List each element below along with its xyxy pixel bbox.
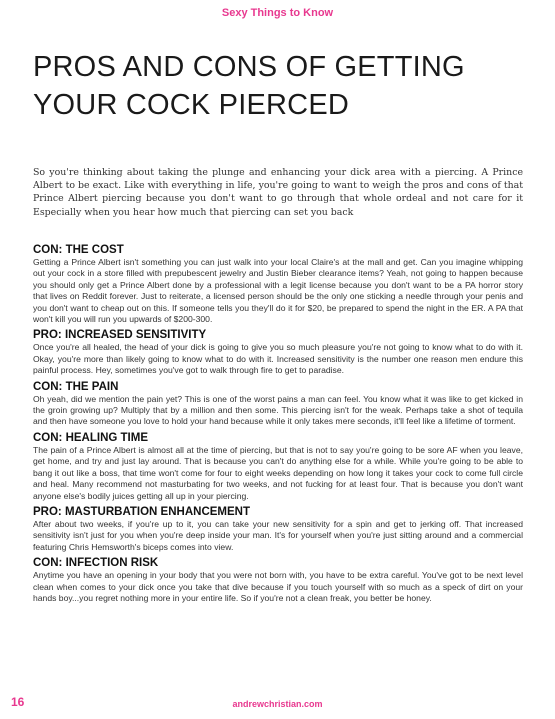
section-pain bbox=[33, 380, 523, 428]
article-title: PROS AND CONS OF GETTING YOUR COCK PIERCED bbox=[33, 51, 465, 121]
section-cost bbox=[33, 243, 523, 325]
section-healing bbox=[33, 431, 523, 502]
page-number: 16 bbox=[11, 695, 25, 709]
section-heading: CON: HEALING TIME bbox=[33, 431, 148, 444]
section-body: After about two weeks, if you're up to it, you can take your new sensitivity for a spin and get to jerking off. That increased sensitivity isn't just for you when you're deep inside your man. It's for yourself when you're just sitting around and a commercial featuring Chris Hemsworth's biceps comes into view. bbox=[33, 518, 523, 552]
running-header: Sexy Things to Know bbox=[221, 7, 334, 19]
section-body: The pain of a Prince Albert is almost all at the time of piercing, but that is not to say you're going to be sore AF when you leave, get home, and try and just lay around. That is because you can't do anything else for a while. While you're going to be able to bang it out like a boss, that time won't come for four to eight weeks depending on how long it takes your cock to come full circle and heal. Many recommend not masturbating for two weeks, and not fucking for at least four. That is because you don't want anyone else's bodily juices getting all up in your piercing. bbox=[33, 444, 523, 501]
section-infection bbox=[33, 556, 523, 604]
footer-url: andrewchristian.com bbox=[232, 699, 323, 709]
section-body: Oh yeah, did we mention the pain yet? This is one of the worst pains a man can feel. You know what it was like to get kicked in the groin growing up? Multiply that by a million and then some. This piercing isn't for the weak. Perhaps take a shot of tequila and then have someone you love to hold your hand because while it only takes mere seconds, it'll feel like a lifetime of torment. bbox=[33, 393, 523, 427]
intro-paragraph: So you're thinking about taking the plunge and enhancing your dick area with a piercing. A Prince Albert to be exact. Like with everything in life, you're going to want to weigh the pros and cons of that Prince Albert piercing because you don't want to go through that whole ordeal and not care for it Especially when you hear how much that piercing can set you back bbox=[33, 167, 523, 218]
section-body: Anytime you have an opening in your body that you were not born with, you have to be extra careful. You've got to be next level clean when comes to your dick once you take that dive because if you touch yourself with so much as a speck of dirt on your hands boy...you regret nothing more in your entire life. So if you're not a clean freak, you better be honey. bbox=[33, 570, 523, 603]
section-heading: CON: INFECTION RISK bbox=[33, 557, 159, 570]
section-body: Getting a Prince Albert isn't something you can just walk into your local Claire's at the mall and get. Can you imagine whipping out your cock in a store filled with prepubescent jewelry and Justin Bieber clearance items? Yeah, not going to happen because you should only get a Prince Albert done by a professional with a legit license because you don't want to be a PA horror story that lives on Reddit forever. Just to reiterate, a licensed person should be the only one sticking a needle through your penis and you don't want to cheap out on this. If someone tells you they'll do it for $20, be prepared to spend the night in the ER. A PA that won't kill you will run you upwards of $200-300. bbox=[33, 257, 523, 325]
article-sections bbox=[33, 243, 523, 607]
section-body: Once you're all healed, the head of your dick is going to give you so much pleasure you're not going to know what to do with it. Okay, you're more than likely going to know what to do with it. Increased sensitivity is the number one reason men endure this painful process. Hey, sometimes you've got to walk through fire to get to paradise. bbox=[33, 342, 523, 376]
section-heading: CON: THE COST bbox=[33, 244, 124, 256]
section-heading: PRO: MASTURBATION ENHANCEMENT bbox=[33, 505, 251, 518]
section-heading: CON: THE PAIN bbox=[33, 380, 119, 393]
section-sensitivity bbox=[33, 328, 523, 376]
section-heading: PRO: INCREASED SENSITIVITY bbox=[33, 329, 207, 342]
section-masturbation bbox=[33, 505, 523, 553]
